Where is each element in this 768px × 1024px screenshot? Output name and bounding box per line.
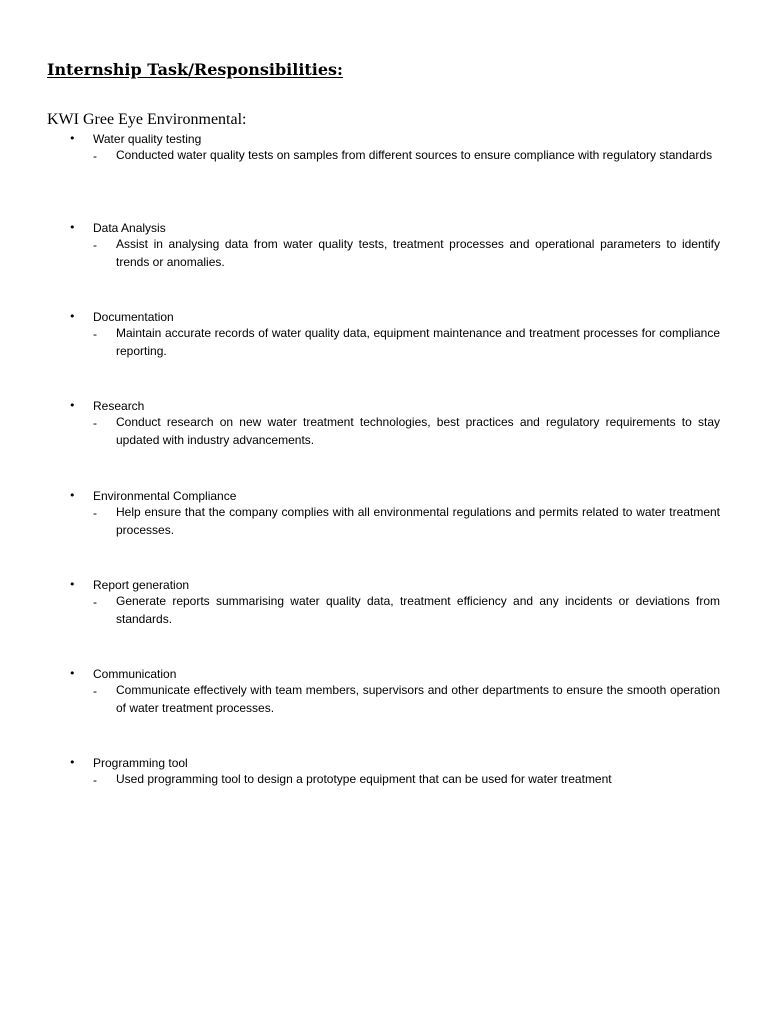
dash-marker: - [93, 149, 97, 163]
bullet-icon: • [69, 310, 76, 323]
document-title: Internship Task/Responsibilities: [47, 60, 343, 79]
bullet-icon: • [69, 489, 76, 502]
organization-heading: KWI Gree Eye Environmental: [47, 111, 247, 128]
task-label: Data Analysis [93, 221, 166, 235]
task-label: Communication [93, 667, 177, 681]
task-label: Research [93, 399, 145, 413]
dash-marker: - [93, 595, 97, 609]
task-label: Report generation [93, 578, 190, 592]
dash-marker: - [93, 327, 97, 341]
task-detail: Conducted water quality tests on samples from different sources to ensure compliance with regulatory standards [116, 148, 713, 162]
task-label: Programming tool [93, 756, 188, 770]
task-label: Documentation [93, 310, 174, 324]
bullet-icon: • [69, 578, 76, 591]
bullet-icon: • [69, 132, 76, 145]
dash-marker: - [93, 506, 97, 520]
bullet-icon: • [69, 221, 76, 234]
task-label: Environmental Compliance [93, 489, 237, 503]
task-detail: Communicate effectively with team members, supervisors and other departments to ensure the smooth operation of water treatment processes. [116, 683, 720, 715]
task-detail: Assist in analysing data from water quality tests, treatment processes and operational parameters to identify trends or anomalies. [116, 237, 720, 269]
task-detail: Conduct research on new water treatment technologies, best practices and regulatory requirements to stay updated with industry advancements. [116, 415, 720, 447]
task-detail: Used programming tool to design a prototype equipment that can be used for water treatment [116, 772, 612, 786]
bullet-icon: • [69, 399, 76, 412]
task-detail: Help ensure that the company complies with all environmental regulations and permits related to water treatment processes. [116, 505, 720, 537]
dash-marker: - [93, 238, 97, 252]
dash-marker: - [93, 416, 97, 430]
task-detail: Generate reports summarising water quality data, treatment efficiency and any incidents or deviations from standards. [116, 594, 720, 626]
task-detail: Maintain accurate records of water quality data, equipment maintenance and treatment processes for compliance reporting. [116, 326, 720, 358]
dash-marker: - [93, 773, 97, 787]
bullet-icon: • [69, 756, 76, 769]
task-label: Water quality testing [93, 132, 202, 146]
bullet-icon: • [69, 667, 76, 680]
dash-marker: - [93, 684, 97, 698]
